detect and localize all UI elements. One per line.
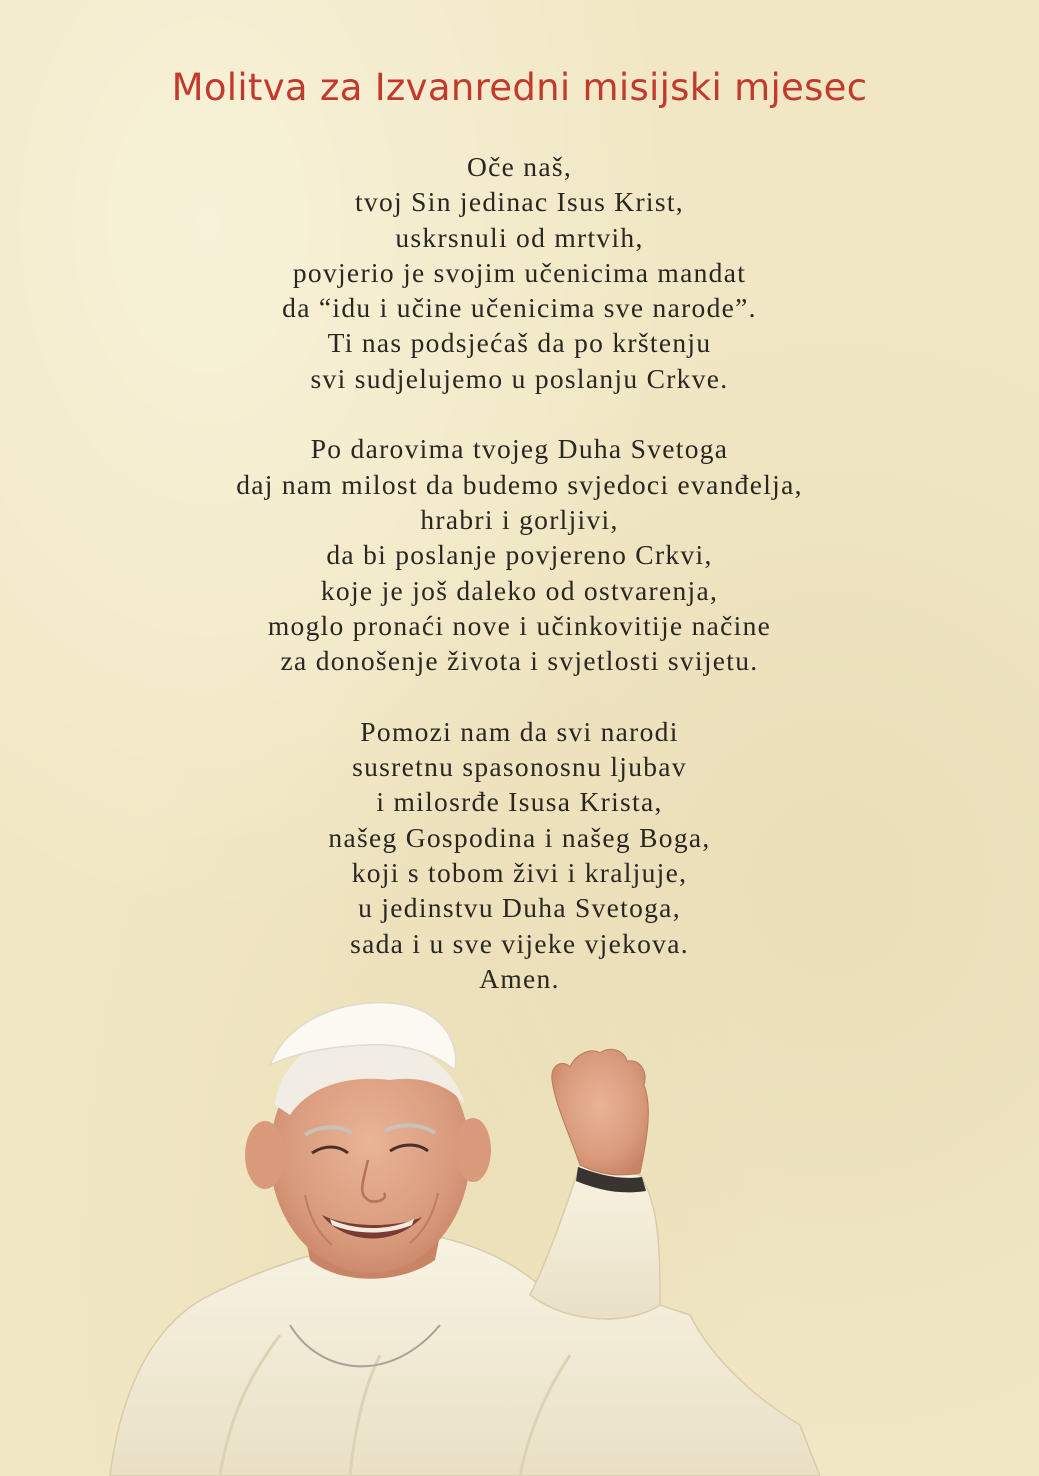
prayer-line: Oče naš, — [466, 151, 573, 182]
prayer-line: za donošenje života i svjetlosti svijetu. — [280, 645, 759, 677]
prayer-line: koji s tobom živi i kraljuje, — [351, 856, 688, 888]
prayer-line: našeg Gospodina i našeg Boga, — [328, 821, 711, 853]
prayer-line: susretnu spasonosnu ljubav — [352, 751, 687, 783]
page-title: Molitva za Izvanredni misijski mjesec — [171, 66, 868, 109]
prayer-line: svi sudjelujemo u poslanju Crkve. — [310, 362, 729, 394]
prayer-line: Po darovima tvojeg Duha Svetoga — [310, 433, 729, 465]
prayer-line: povjerio je svojim učenicima mandat — [292, 256, 747, 288]
prayer-line: da “idu i učine učenicima sve narode”. — [282, 292, 757, 324]
prayer-line: Ti nas podsjećaš da po krštenju — [327, 327, 712, 359]
pope-photo — [100, 995, 820, 1476]
prayer-line: koje je još daleko od ostvarenja, — [320, 574, 719, 606]
prayer-stanza — [0, 431, 1039, 678]
prayer-line: tvoj Sin jedinac Isus Krist, — [355, 186, 684, 218]
prayer-line: uskrsnuli od mrtvih, — [395, 221, 644, 253]
prayer-stanza — [0, 149, 1039, 396]
prayer-line: da bi poslanje povjereno Crkvi, — [326, 539, 713, 571]
prayer-line: Amen. — [479, 962, 560, 994]
prayer-line: sada i u sve vijeke vjekova. — [350, 927, 689, 959]
prayer-line: moglo pronaći nove i učinkovitije načine — [267, 609, 772, 641]
prayer-stanza — [0, 714, 1039, 996]
prayer-line: hrabri i gorljivi, — [420, 503, 619, 535]
prayer-line: Pomozi nam da svi narodi — [360, 715, 679, 747]
prayer-line: daj nam milost da budemo svjedoci evanđelja, — [236, 468, 803, 500]
prayer-text — [0, 149, 1039, 1031]
prayer-line: i milosrđe Isusa Krista, — [376, 786, 663, 818]
prayer-line: u jedinstvu Duha Svetoga, — [358, 892, 681, 924]
